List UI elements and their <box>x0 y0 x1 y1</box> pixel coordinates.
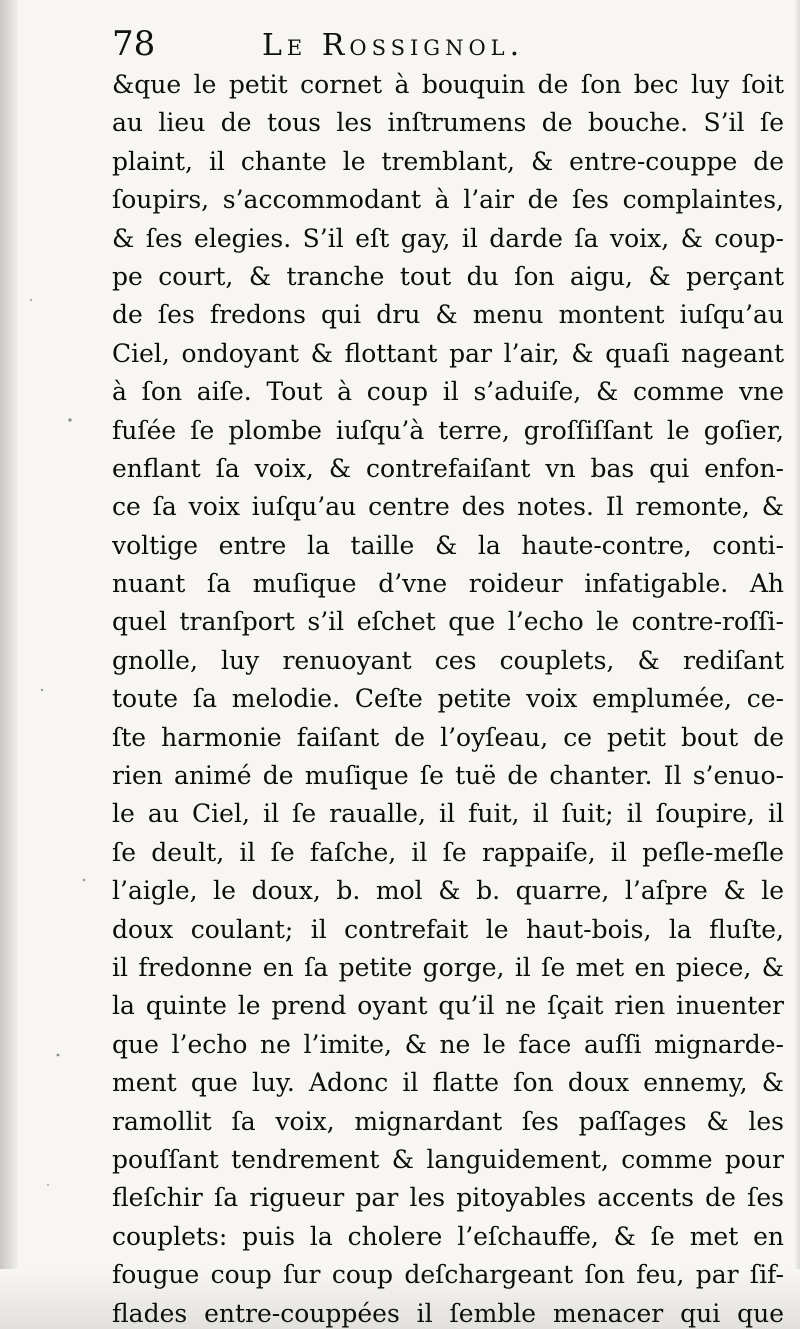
text-line: quel tranſport s’il eſchet que l’echo le contre-roſſi- <box>112 607 784 637</box>
text-line: fougue coup ſur coup deſchargeant ſon feu, par ſif- <box>112 1260 784 1290</box>
text-line: au lieu de tous les inſtrumens de bouche. S’il ſe <box>112 108 784 138</box>
text-line: pe court, & tranche tout du ſon aigu, & perçant <box>112 261 784 291</box>
text-line: &que le petit cornet à bouquin de ſon bec luy ſoit <box>112 70 784 99</box>
text-line: le au Ciel, il ſe raualle, il fuit, il ſuit; il ſoupire, il <box>112 799 784 829</box>
text-line: de ſes fredons qui dru & menu montent iuſqu’au <box>112 300 784 330</box>
text-line: pouſſant tendrement & languidement, comme pour <box>112 1144 784 1174</box>
text-line: plaint, il chante le tremblant, & entre-couppe de <box>112 146 784 176</box>
text-line: ſoupirs, s’accommodant à l’air de ſes complaintes, <box>112 185 784 215</box>
text-line: ſe deult, il ſe faſche, il ſe rappaiſe, il peſle-meſle <box>112 837 784 867</box>
page-edge <box>794 0 800 1329</box>
text-line: ſte harmonie faiſant de l’oyſeau, ce petit bout de <box>112 722 784 752</box>
text-line: enflant ſa voix, & contrefaiſant vn bas qui enfon- <box>112 453 784 483</box>
text-line: doux coulant; il contrefait le haut-bois, la fluſte, <box>112 914 784 944</box>
text-line: l’aigle, le doux, b. mol & b. quarre, l’aſpre & le <box>112 876 784 906</box>
text-line: rien animé de muſique ſe tuë de chanter. Il s’enuo- <box>112 761 784 791</box>
text-line: flades entre-couppées il ſemble menacer qui que <box>112 1298 784 1328</box>
text-line: & ſes elegies. S’il eſt gay, il darde ſa voix, & coup- <box>112 223 784 253</box>
text-line: toute ſa melodie. Ceſte petite voix emplumée, ce- <box>112 684 784 714</box>
text-line: fleſchir ſa rigueur par les pitoyables accents de ſes <box>112 1183 784 1213</box>
running-title: Le Rossignol. <box>262 28 525 63</box>
binding-shadow <box>0 0 18 1329</box>
text-line: fuſée ſe plombe iuſqu’à terre, groſſiſſant le goſier, <box>112 415 784 445</box>
page-number: 78 <box>112 24 156 64</box>
text-line: gnolle, luy renuoyant ces couplets, & rediſant <box>112 645 784 675</box>
text-line: ment que luy. Adonc il flatte ſon doux ennemy, & <box>112 1068 784 1098</box>
text-line: Ciel, ondoyant & flottant par l’air, & quaſi nageant <box>112 338 784 368</box>
text-line: ramollit ſa voix, mignardant ſes paſſages & les <box>112 1106 784 1136</box>
body-text <box>112 66 784 1329</box>
text-line: que l’echo ne l’imite, & ne le face auſſi mignarde- <box>112 1029 784 1059</box>
text-line: il fredonne en ſa petite gorge, il ſe met en piece, & <box>112 952 784 982</box>
text-line: la quinte le prend oyant qu’il ne ſçait rien inuenter <box>112 991 784 1021</box>
page-header <box>112 22 782 68</box>
text-line: voltige entre la taille & la haute-contre, conti- <box>112 530 784 560</box>
text-line: ce ſa voix iuſqu’au centre des notes. Il remonte, & <box>112 492 784 522</box>
text-line: couplets: puis la cholere l’eſchauffe, & ſe met en <box>112 1221 784 1251</box>
text-line: nuant ſa muſique d’vne roideur infatigable. Ah <box>112 569 784 599</box>
text-line: à ſon aiſe. Tout à coup il s’aduiſe, & comme vne <box>112 377 784 407</box>
